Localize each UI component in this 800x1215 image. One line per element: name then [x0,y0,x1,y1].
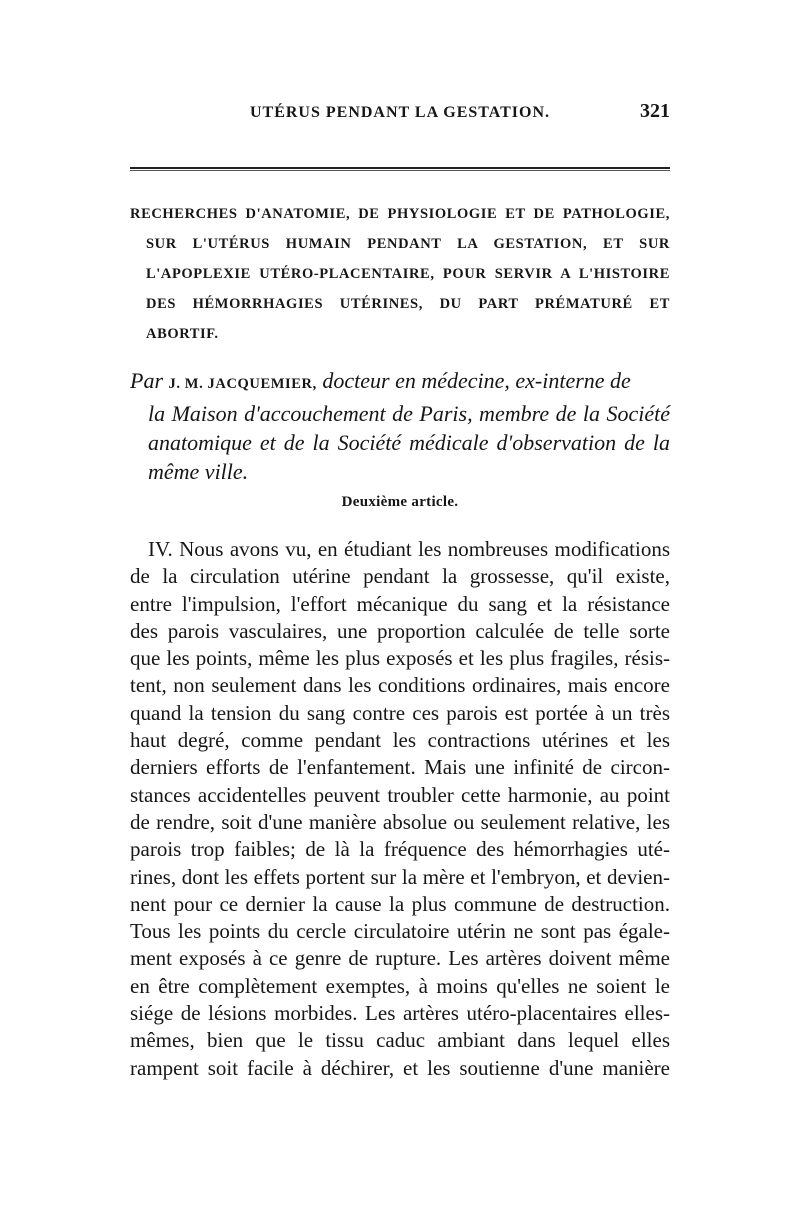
body-text [130,536,670,1082]
body-line: siége de lésions morbides. Les artères utéro-placentaires elles- [130,1001,670,1026]
header-rule [130,167,670,171]
body-line: de la circulation utérine pendant la grossesse, qu'il existe, [130,564,670,589]
body-line: stances accidentelles peuvent troubler cette harmonie, au point [130,782,670,807]
byline-par: Par [130,368,163,393]
page-number: 321 [640,100,670,122]
body-line: haut degré, comme pendant les contractions utérines et les [130,728,670,753]
byline-line: la Maison d'accouchement de Paris, membre de la Société [148,401,670,426]
body-line: des parois vasculaires, une proportion calculée de telle sorte [130,618,670,643]
body-line: que les points, même les plus exposés et les plus fragiles, résis- [130,646,670,671]
body-line: tent, non seulement dans les conditions ordinaires, mais encore [130,673,670,698]
title-line: L'APOPLEXIE UTÉRO-PLACENTAIRE, POUR SERVIR A L'HISTOIRE [146,266,670,282]
body-line: IV. Nous avons vu, en étudiant les nombreuses modifications [148,537,670,561]
body-line: mêmes, bien que le tissu caduc ambiant dans lequel elles [130,1028,670,1053]
byline-line: même ville. [148,459,249,484]
title-line: SUR L'UTÉRUS HUMAIN PENDANT LA GESTATION, ET SUR [146,236,670,252]
byline-line: anatomique et de la Société médicale d'observation de la [148,430,670,455]
running-title: UTÉRUS PENDANT LA GESTATION. [249,104,551,121]
title-line: RECHERCHES D'ANATOMIE, DE PHYSIOLOGIE ET DE PATHOLOGIE, [130,206,670,222]
title-line: ABORTIF. [146,326,219,342]
article-label: Deuxième article. [341,494,459,510]
body-line: entre l'impulsion, l'effort mécanique du sang et la résistance [130,591,670,616]
body-line: rines, dont les effets portent sur la mère et l'embryon, et devien- [130,864,670,889]
body-line: quand la tension du sang contre ces parois est portée à un très [130,700,670,725]
body-line: Tous les points du cercle circulatoire utérin ne sont pas égale- [130,919,670,944]
body-line: ment exposés à ce genre de rupture. Les artères doivent même [130,946,670,971]
body-line: parois trop faibles; de là la fréquence des hémorrhagies uté- [130,837,670,862]
body-line: derniers efforts de l'enfantement. Mais une infinité de circon- [130,755,670,780]
body-line: de rendre, soit d'une manière absolue ou seulement relative, les [130,809,670,834]
title-line: DES HÉMORRHAGIES UTÉRINES, DU PART PRÉMATURÉ ET [146,296,670,312]
body-line: rampent soit facile à déchirer, et les soutienne d'une manière [130,1055,670,1080]
byline-text: docteur en médecine, ex-interne de [322,368,631,393]
body-line: nent pour ce dernier la cause la plus commune de destruction. [130,891,670,916]
article-title [130,199,670,349]
running-head [130,100,670,130]
author-name: J. M. JACQUEMIER, [168,376,317,392]
body-line: en être complètement exemptes, à moins qu'elles ne soient le [130,973,670,998]
byline [130,366,670,486]
